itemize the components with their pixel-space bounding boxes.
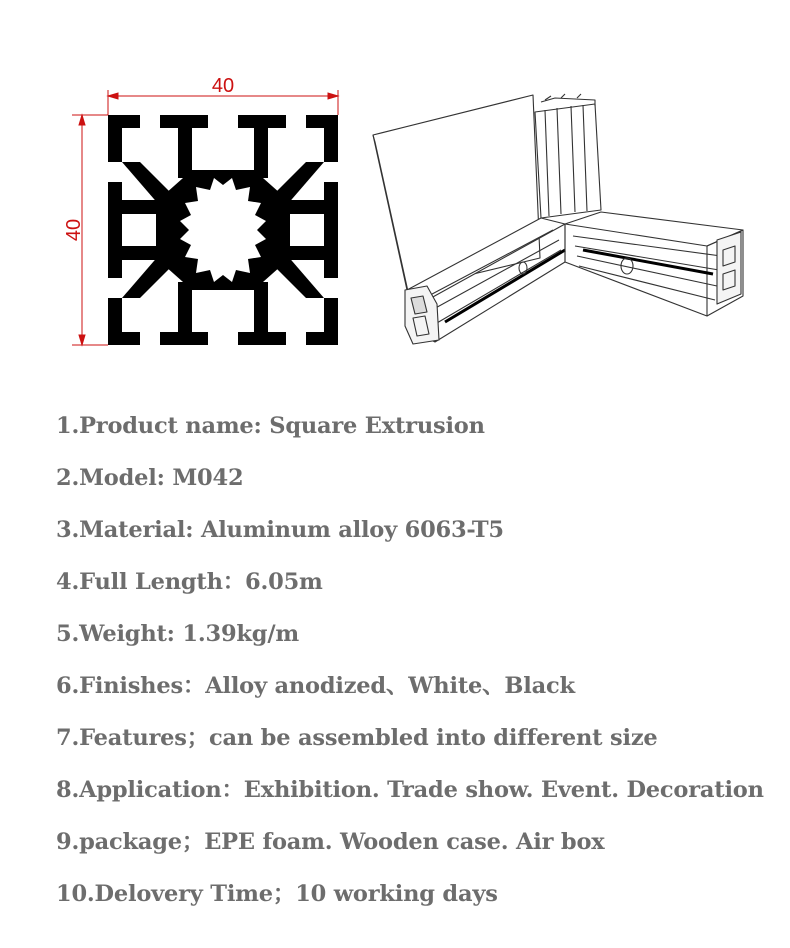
extrusion-profile bbox=[108, 115, 338, 345]
spec-package: 9.package；EPE foam. Wooden case. Air box bbox=[56, 829, 605, 855]
spec-product-name: 1.Product name: Square Extrusion bbox=[56, 413, 485, 439]
spec-application: 8.Application：Exhibition. Trade show. Event. Decoration bbox=[56, 777, 764, 803]
spec-finishes: 6.Finishes：Alloy anodized、White、Black bbox=[56, 673, 575, 699]
corner-assembly-drawing bbox=[365, 90, 755, 360]
profile-cross-section-drawing bbox=[60, 70, 360, 355]
height-dimension-label: 40 bbox=[63, 218, 85, 242]
spec-full-length: 4.Full Length：6.05m bbox=[56, 569, 323, 595]
width-dimension-label: 40 bbox=[211, 75, 235, 97]
spec-delivery-time: 10.Delovery Time；10 working days bbox=[56, 881, 498, 907]
spec-list bbox=[56, 405, 764, 925]
spec-material: 3.Material: Aluminum alloy 6063-T5 bbox=[56, 517, 504, 543]
spec-features: 7.Features；can be assembled into different size bbox=[56, 725, 658, 751]
spec-weight: 5.Weight: 1.39kg/m bbox=[56, 621, 299, 647]
spec-model: 2.Model: M042 bbox=[56, 465, 244, 491]
